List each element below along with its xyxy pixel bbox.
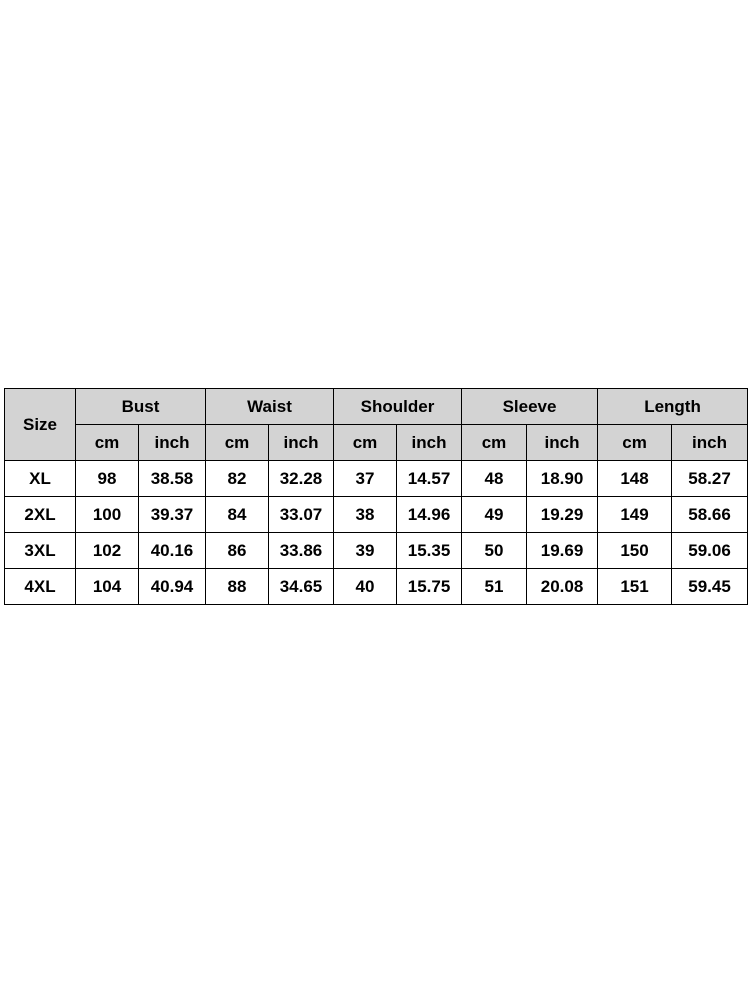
shoulder-cm-cell: 38: [334, 497, 397, 533]
table-row: [5, 569, 748, 605]
unit-header-row: [5, 425, 748, 461]
length-cm-header: cm: [598, 425, 672, 461]
length-cm-cell: 148: [598, 461, 672, 497]
waist-cm-cell: 82: [206, 461, 269, 497]
shoulder-inch-header: inch: [397, 425, 462, 461]
sleeve-cm-cell: 51: [462, 569, 527, 605]
length-inch-cell: 58.66: [672, 497, 748, 533]
waist-cm-header: cm: [206, 425, 269, 461]
size-cell: XL: [5, 461, 76, 497]
bust-cm-cell: 104: [76, 569, 139, 605]
bust-inch-header: inch: [139, 425, 206, 461]
sleeve-header: Sleeve: [462, 389, 598, 425]
bust-cm-header: cm: [76, 425, 139, 461]
shoulder-cm-cell: 37: [334, 461, 397, 497]
waist-cm-cell: 86: [206, 533, 269, 569]
length-cm-cell: 151: [598, 569, 672, 605]
bust-inch-cell: 40.94: [139, 569, 206, 605]
size-header: Size: [5, 389, 76, 461]
bust-inch-cell: 39.37: [139, 497, 206, 533]
sleeve-inch-cell: 19.69: [527, 533, 598, 569]
sleeve-cm-cell: 50: [462, 533, 527, 569]
waist-inch-cell: 33.86: [269, 533, 334, 569]
table-row: [5, 461, 748, 497]
sleeve-cm-header: cm: [462, 425, 527, 461]
sleeve-inch-cell: 19.29: [527, 497, 598, 533]
shoulder-cm-cell: 39: [334, 533, 397, 569]
size-cell: 2XL: [5, 497, 76, 533]
shoulder-inch-cell: 15.35: [397, 533, 462, 569]
sleeve-inch-cell: 18.90: [527, 461, 598, 497]
sleeve-cm-cell: 48: [462, 461, 527, 497]
table-row: [5, 533, 748, 569]
shoulder-header: Shoulder: [334, 389, 462, 425]
shoulder-cm-header: cm: [334, 425, 397, 461]
waist-inch-cell: 32.28: [269, 461, 334, 497]
shoulder-inch-cell: 15.75: [397, 569, 462, 605]
sleeve-inch-header: inch: [527, 425, 598, 461]
length-cm-cell: 149: [598, 497, 672, 533]
shoulder-inch-cell: 14.57: [397, 461, 462, 497]
shoulder-cm-cell: 40: [334, 569, 397, 605]
shoulder-inch-cell: 14.96: [397, 497, 462, 533]
length-inch-cell: 59.06: [672, 533, 748, 569]
sleeve-inch-cell: 20.08: [527, 569, 598, 605]
bust-inch-cell: 40.16: [139, 533, 206, 569]
length-inch-cell: 58.27: [672, 461, 748, 497]
size-cell: 4XL: [5, 569, 76, 605]
waist-inch-cell: 34.65: [269, 569, 334, 605]
length-inch-header: inch: [672, 425, 748, 461]
length-header: Length: [598, 389, 748, 425]
length-inch-cell: 59.45: [672, 569, 748, 605]
waist-inch-cell: 33.07: [269, 497, 334, 533]
size-chart-table: [4, 388, 748, 605]
bust-cm-cell: 100: [76, 497, 139, 533]
waist-cm-cell: 84: [206, 497, 269, 533]
table-row: [5, 497, 748, 533]
bust-header: Bust: [76, 389, 206, 425]
waist-inch-header: inch: [269, 425, 334, 461]
waist-header: Waist: [206, 389, 334, 425]
bust-cm-cell: 98: [76, 461, 139, 497]
group-header-row: [5, 389, 748, 425]
sleeve-cm-cell: 49: [462, 497, 527, 533]
bust-cm-cell: 102: [76, 533, 139, 569]
length-cm-cell: 150: [598, 533, 672, 569]
bust-inch-cell: 38.58: [139, 461, 206, 497]
size-cell: 3XL: [5, 533, 76, 569]
waist-cm-cell: 88: [206, 569, 269, 605]
